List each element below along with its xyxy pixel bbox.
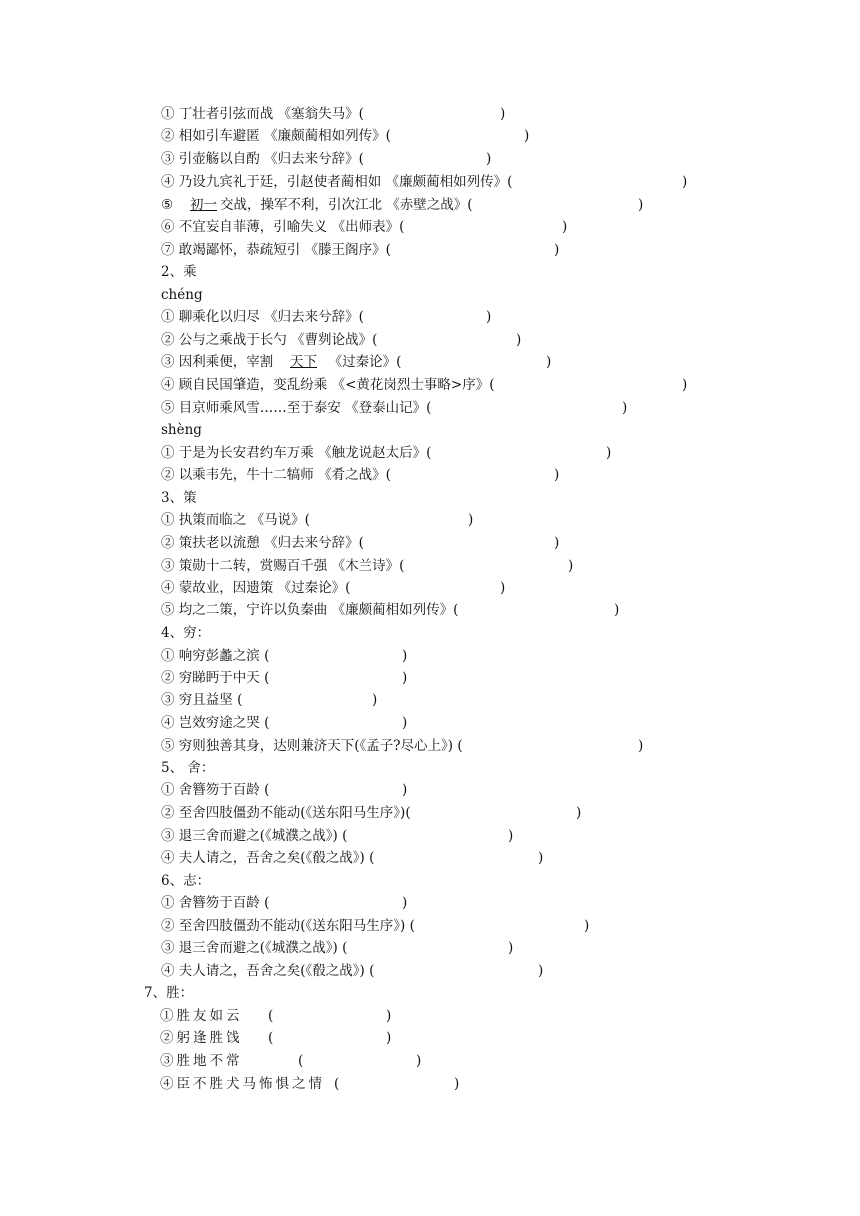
- answer-bracket: ): [554, 242, 560, 258]
- line-text: 《过秦论》(: [320, 354, 402, 370]
- line-text: ① 舍簪笏于百龄 (: [161, 782, 270, 798]
- answer-bracket: ): [372, 692, 378, 708]
- answer-bracket: ): [386, 1008, 392, 1024]
- line-text: 天下: [290, 354, 317, 370]
- answer-bracket: ): [402, 782, 408, 798]
- line-text: chéng: [161, 287, 203, 303]
- answer-bracket: ): [682, 377, 688, 393]
- line-text: ① 舍簪笏于百龄 (: [161, 895, 270, 911]
- line-text: ④ 夫人请之，吾舍之矣(《殽之战》) (: [161, 963, 375, 979]
- line-text: ② 相如引车避匿 《廉颇蔺相如列传》(: [161, 128, 391, 144]
- line-text: ②躬逢胜饯: [160, 1030, 243, 1046]
- line-text: ④ 乃设九宾礼于廷，引赵使者蔺相如 《廉颇蔺相如列传》(: [161, 174, 513, 190]
- line-text: ③ 穷且益坚 (: [161, 692, 243, 708]
- answer-bracket: ): [524, 128, 530, 144]
- line-text: ③胜地不常: [160, 1053, 243, 1069]
- line-text: ④ 顾自民国肇造，变乱纷乘 《<黄花岗烈士事略>序》(: [161, 377, 495, 393]
- line-text: ② 以乘韦先，牛十二犒师 《肴之战》(: [161, 467, 391, 483]
- answer-bracket: ): [546, 354, 552, 370]
- line-text: 2、乘: [161, 264, 197, 280]
- line-text: 初一: [190, 197, 217, 213]
- line-text: 6、志：: [161, 873, 211, 889]
- answer-bracket: ): [486, 151, 492, 167]
- answer-bracket: ): [568, 558, 574, 574]
- line-text: shèng: [161, 422, 202, 438]
- line-text: ① 丁壮者引弦而战 《塞翁失马》(: [161, 106, 364, 122]
- answer-bracket: ): [584, 918, 590, 934]
- answer-bracket: ): [682, 174, 688, 190]
- answer-bracket: ): [486, 309, 492, 325]
- line-text: ② 公与之乘战于长勺 《曹刿论战》(: [161, 332, 378, 348]
- line-text: ① 响穷彭蠡之滨 (: [161, 648, 270, 664]
- answer-bracket: ): [554, 467, 560, 483]
- line-text: ⑤ 穷则独善其身，达则兼济天下(《孟子?尽心上》) (: [161, 738, 463, 754]
- answer-bracket: (: [334, 1076, 340, 1092]
- line-text: ⑥ 不宜妄自菲薄，引喻失义 《出师表》(: [161, 219, 405, 235]
- line-text: ② 策扶老以流憩 《归去来兮辞》(: [161, 535, 364, 551]
- answer-bracket: ): [538, 963, 544, 979]
- answer-bracket: ): [622, 400, 628, 416]
- answer-bracket: (: [268, 1008, 274, 1024]
- answer-bracket: (: [298, 1053, 304, 1069]
- line-text: 7、胜：: [144, 985, 194, 1001]
- answer-bracket: ): [500, 580, 506, 596]
- answer-bracket: ): [614, 602, 620, 618]
- answer-bracket: ): [454, 1076, 460, 1092]
- answer-bracket: ): [402, 895, 408, 911]
- line-text: ④臣不胜犬马怖惧之情: [160, 1076, 325, 1092]
- answer-bracket: ): [576, 805, 582, 821]
- line-text: ⑤ 均之二策，宁许以负秦曲 《廉颇蔺相如列传》(: [161, 602, 459, 618]
- answer-bracket: ): [638, 738, 644, 754]
- line-text: ④ 蒙故业，因遗策 《过秦论》(: [161, 580, 351, 596]
- line-text: ⑤: [161, 197, 178, 213]
- answer-bracket: ): [508, 940, 514, 956]
- line-text: ① 执策而临之 《马说》(: [161, 512, 310, 528]
- answer-bracket: ): [468, 512, 474, 528]
- answer-bracket: ): [402, 670, 408, 686]
- answer-bracket: ): [562, 219, 568, 235]
- answer-bracket: ): [606, 445, 612, 461]
- line-text: ③ 引壶觞以自酌 《归去来兮辞》(: [161, 151, 364, 167]
- answer-bracket: ): [402, 648, 408, 664]
- line-text: ④ 夫人请之，吾舍之矣(《殽之战》) (: [161, 850, 375, 866]
- line-text: ③ 退三舍而避之(《城濮之战》) (: [161, 940, 348, 956]
- answer-bracket: ): [402, 715, 408, 731]
- answer-bracket: ): [538, 850, 544, 866]
- line-text: ② 至舍四肢僵劲不能动(《送东阳马生序》)(: [161, 805, 411, 821]
- line-text: ③ 策勋十二转，赏赐百千强 《木兰诗》(: [161, 558, 405, 574]
- line-text: ① 于是为长安君约车万乘 《触龙说赵太后》(: [161, 445, 432, 461]
- answer-bracket: ): [516, 332, 522, 348]
- line-text: 交战，操军不利，引次江北 《赤壁之战》(: [220, 197, 473, 213]
- line-text: ⑤ 目京师乘风雪……至于泰安 《登泰山记》(: [161, 400, 432, 416]
- line-text: 4、穷：: [161, 625, 211, 641]
- line-text: ⑦ 敢竭鄙怀，恭疏短引 《滕王阁序》(: [161, 242, 391, 258]
- line-text: ①胜友如云: [160, 1008, 243, 1024]
- answer-bracket: ): [554, 535, 560, 551]
- line-text: ① 聊乘化以归尽 《归去来兮辞》(: [161, 309, 364, 325]
- line-text: 5、 舍：: [161, 760, 215, 776]
- line-text: ④ 岂效穷途之哭 (: [161, 715, 270, 731]
- answer-bracket: ): [386, 1030, 392, 1046]
- answer-bracket: (: [268, 1030, 274, 1046]
- answer-bracket: ): [508, 828, 514, 844]
- line-text: ② 至舍四肢僵劲不能动(《送东阳马生序》) (: [161, 918, 415, 934]
- line-text: 3、策: [161, 490, 197, 506]
- line-text: ② 穷睇眄于中天 (: [161, 670, 270, 686]
- line-text: ③ 因利乘便，宰割: [161, 354, 274, 370]
- answer-bracket: ): [638, 197, 644, 213]
- answer-bracket: ): [500, 106, 506, 122]
- answer-bracket: ): [416, 1053, 422, 1069]
- line-text: ③ 退三舍而避之(《城濮之战》) (: [161, 828, 348, 844]
